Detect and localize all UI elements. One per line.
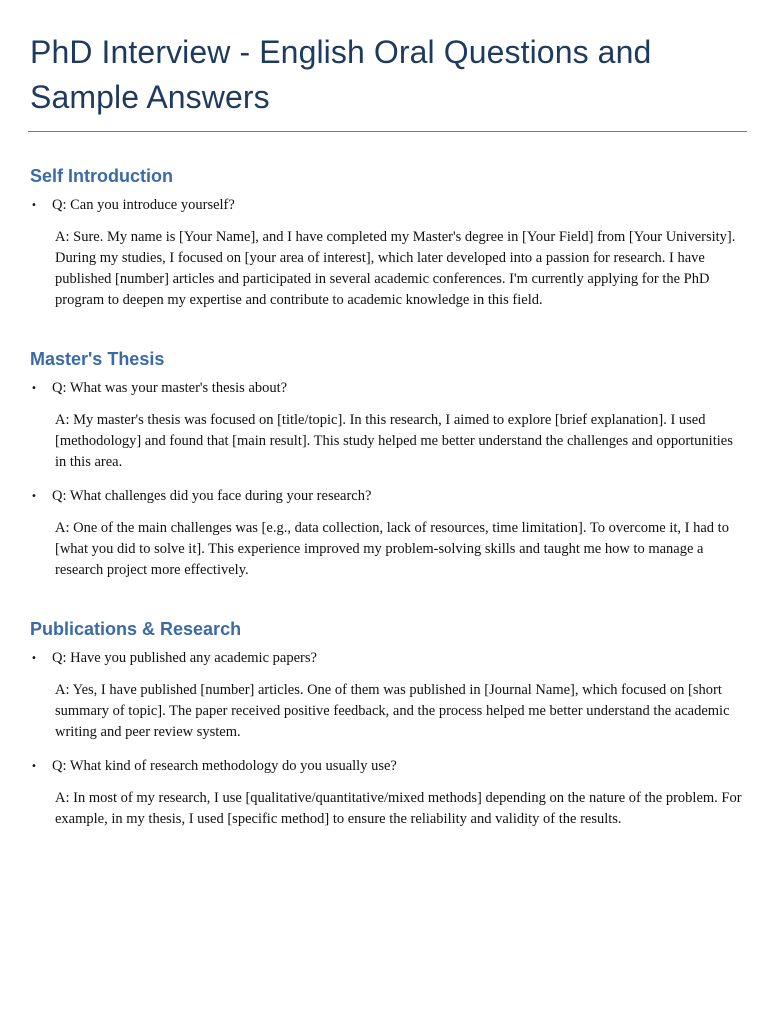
title-divider <box>28 131 747 132</box>
question-text: Q: Have you published any academic papers? <box>52 650 317 666</box>
bullet-icon: • <box>31 491 37 502</box>
answer-text: A: Yes, I have published [number] articles. One of them was published in [Journal Name], which focused on [short summary of topic]. The paper received positive feedback, and the process helped me better understand the academic writing and peer review system. <box>55 682 730 740</box>
qa-item <box>30 195 747 311</box>
question-line <box>30 195 747 216</box>
qa-item <box>30 648 747 743</box>
section-heading: Self Introduction <box>30 166 173 186</box>
question-line <box>30 486 747 507</box>
section-self-introduction <box>30 164 747 311</box>
qa-item <box>30 378 747 473</box>
question-text: Q: What was your master's thesis about? <box>52 380 288 396</box>
question-text: Q: What kind of research methodology do you usually use? <box>52 758 397 774</box>
section-publications-research <box>30 617 747 830</box>
section-heading: Publications & Research <box>30 619 242 639</box>
question-line <box>30 378 747 399</box>
bullet-icon: • <box>31 761 37 772</box>
document-title: PhD Interview - English Oral Questions and Sample Answers <box>30 34 652 115</box>
answer-text: A: In most of my research, I use [qualitative/quantitative/mixed methods] depending on the nature of the problem. For example, in my thesis, I used [specific method] to ensure the reliability and validity of the results. <box>55 790 742 827</box>
bullet-icon: • <box>31 653 37 664</box>
bullet-icon: • <box>31 383 37 394</box>
section-heading: Master's Thesis <box>30 349 165 369</box>
answer-text: A: Sure. My name is [Your Name], and I have completed my Master's degree in [Your Field] from [Your University]. During my studies, I focused on [your area of interest], which later developed into a passion for research. I have published [number] articles and participated in several academic conferences. I'm currently applying for the PhD program to deepen my expertise and contribute to academic knowledge in this field. <box>55 229 736 308</box>
question-line <box>30 648 747 669</box>
question-text: Q: What challenges did you face during your research? <box>52 488 372 504</box>
section-masters-thesis <box>30 347 747 581</box>
question-line <box>30 756 747 777</box>
answer-text: A: One of the main challenges was [e.g., data collection, lack of resources, time limitation]. To overcome it, I had to [what you did to solve it]. This experience improved my problem-solving skills and taught me how to manage a research project more effectively. <box>55 520 729 578</box>
qa-item <box>30 486 747 581</box>
bullet-icon: • <box>31 200 37 211</box>
question-text: Q: Can you introduce yourself? <box>52 197 235 213</box>
answer-text: A: My master's thesis was focused on [title/topic]. In this research, I aimed to explore [brief explanation]. I used [methodology] and found that [main result]. This study helped me better understand the challenges and opportunities in this area. <box>55 412 733 470</box>
qa-item <box>30 756 747 830</box>
